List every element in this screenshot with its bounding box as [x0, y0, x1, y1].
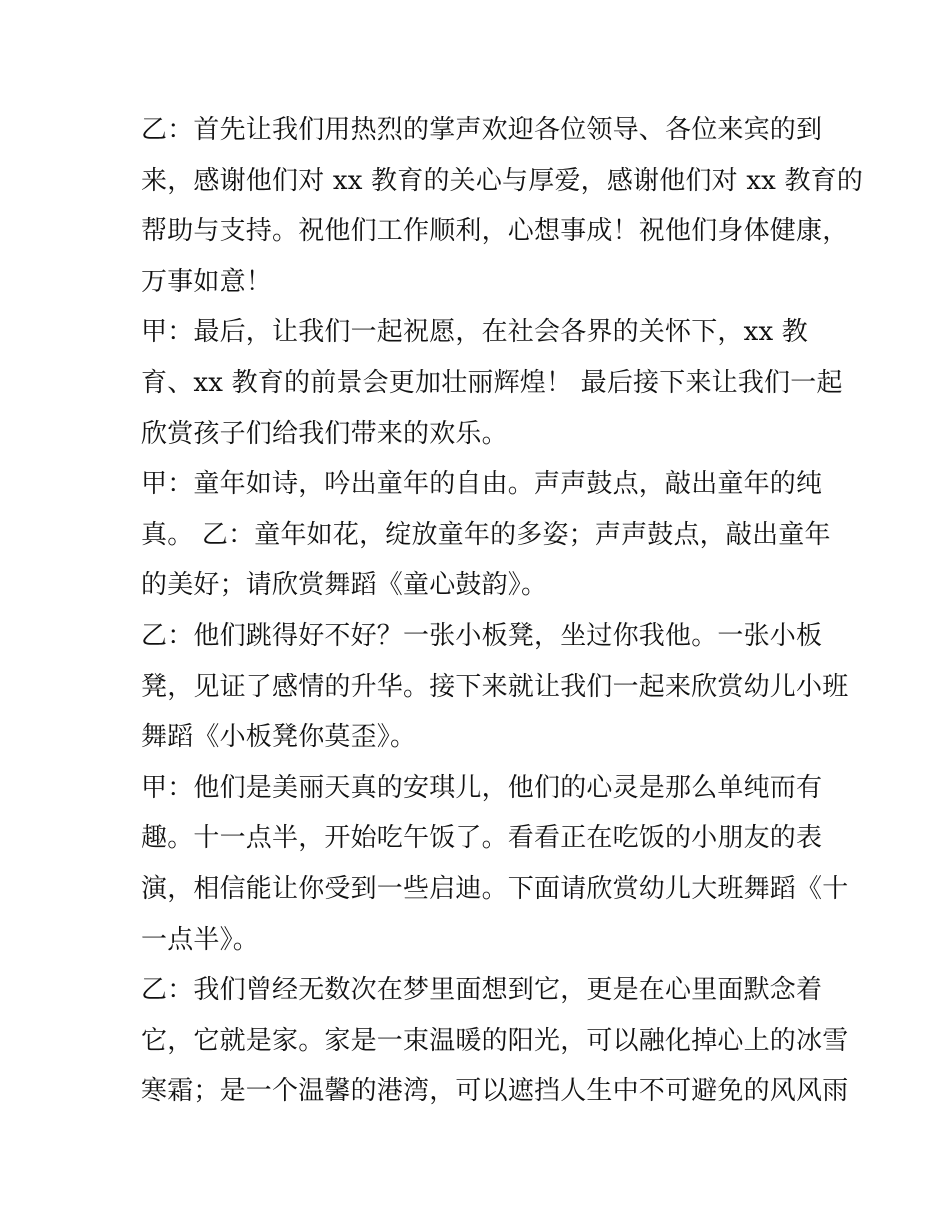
- text-line: 真。 乙：童年如花，绽放童年的多姿；声声鼓点，敲出童年: [141, 519, 831, 550]
- body-text: [141, 105, 864, 1117]
- text-line: 乙：他们跳得好不好？一张小板凳，坐过你我他。一张小板: [141, 620, 823, 651]
- text-line: 甲：最后，让我们一起祝愿，在社会各界的关怀下，xx 教: [141, 317, 808, 348]
- text-line: 它，它就是家。家是一束温暖的阳光，可以融化掉心上的冰雪: [141, 1025, 849, 1056]
- text-line: 帮助与支持。祝他们工作顺利，心想事成！祝他们身体健康，: [141, 216, 849, 247]
- text-line: 乙：我们曾经无数次在梦里面想到它，更是在心里面默念着: [141, 975, 823, 1006]
- text-line: 乙：首先让我们用热烈的掌声欢迎各位领导、各位来宾的到: [141, 115, 823, 145]
- text-line: 万事如意！: [141, 266, 273, 297]
- text-line: 育、xx 教育的前景会更加壮丽辉煌！ 最后接下来让我们一起: [141, 367, 843, 398]
- text-line: 舞蹈《小板凳你莫歪》。: [141, 722, 417, 753]
- text-line: 寒霜；是一个温馨的港湾，可以遮挡人生中不可避免的风风雨: [141, 1076, 849, 1107]
- text-line: 的美好；请欣赏舞蹈《童心鼓韵》。: [141, 570, 548, 601]
- text-line: 甲：童年如诗，吟出童年的自由。声声鼓点，敲出童年的纯: [141, 469, 823, 500]
- text-line: 来，感谢他们对 xx 教育的关心与厚爱，感谢他们对 xx 教育的: [141, 165, 864, 196]
- text-line: 一点半》。: [141, 924, 260, 955]
- text-line: 演，相信能让你受到一些启迪。下面请欣赏幼儿大班舞蹈《十: [141, 873, 849, 904]
- text-line: 甲：他们是美丽天真的安琪儿，他们的心灵是那么单纯而有: [141, 772, 823, 803]
- text-line: 欣赏孩子们给我们带来的欢乐。: [141, 418, 508, 449]
- text-line: 趣。十一点半，开始吃午饭了。看看正在吃饭的小朋友的表: [141, 823, 823, 854]
- text-line: 凳，见证了感情的升华。接下来就让我们一起来欣赏幼儿小班: [141, 671, 849, 702]
